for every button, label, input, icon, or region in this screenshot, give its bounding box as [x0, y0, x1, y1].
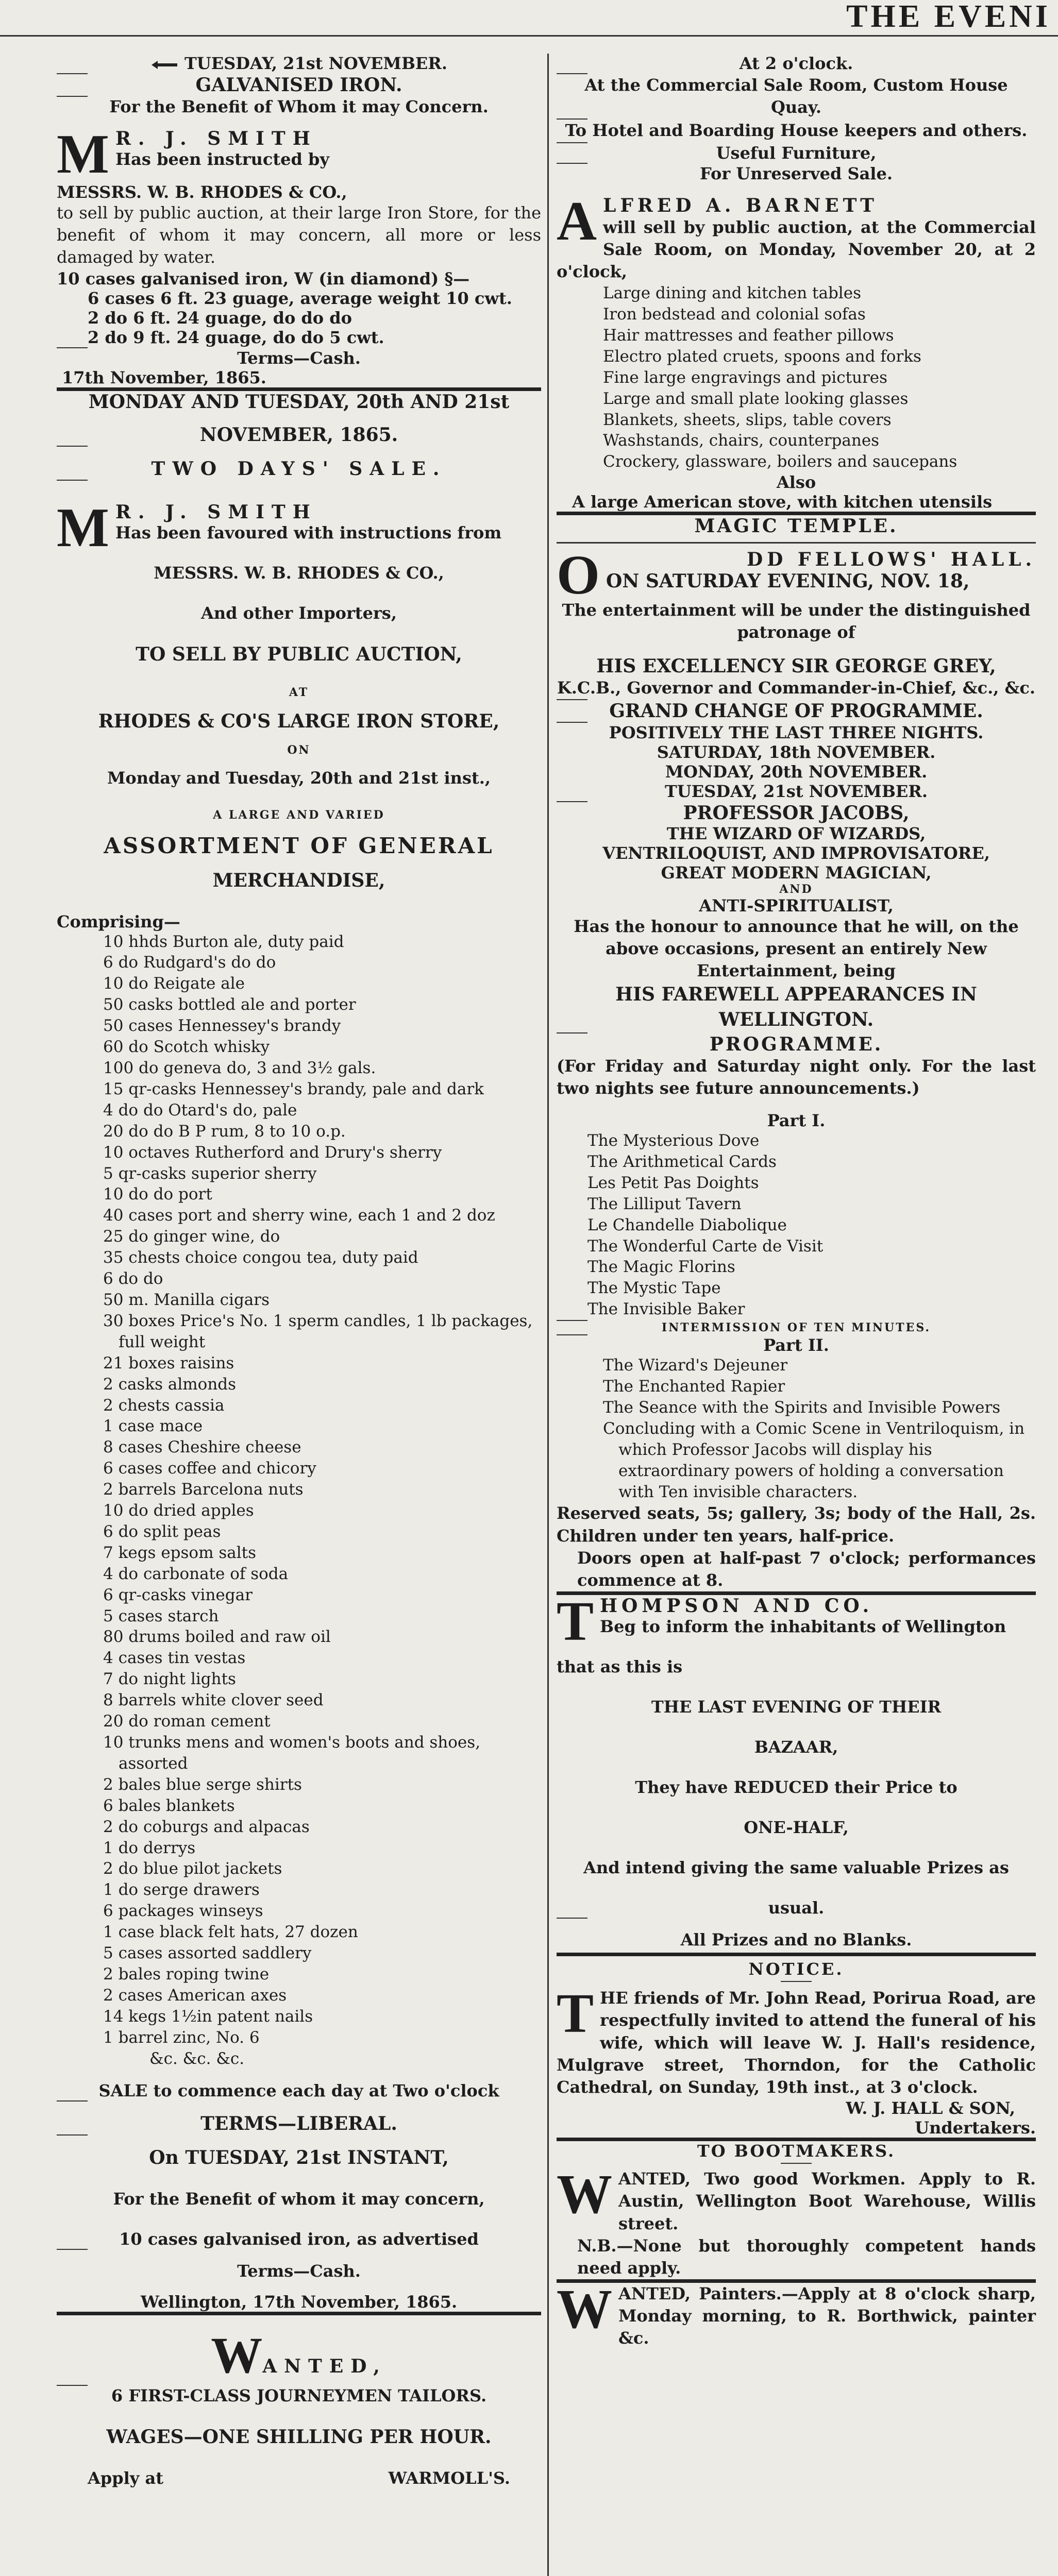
- sell-line: TO SELL BY PUBLIC AUCTION,: [136, 643, 462, 665]
- store-line: RHODES & CO'S LARGE IRON STORE,: [98, 710, 500, 732]
- when-line: Monday and Tuesday, 20th and 21st inst.,: [107, 768, 491, 788]
- nb-line: N.B.—None but thoroughly competent hands need apply.: [577, 2235, 1036, 2278]
- night-line: TUESDAY, 21st NOVEMBER.: [664, 781, 928, 801]
- notice-body: [557, 1983, 1036, 2098]
- wages-line: WAGES—ONE SHILLING PER HOUR.: [106, 2426, 492, 2448]
- list-item: 1 case mace: [103, 1417, 203, 1436]
- program-item: The Wizard's Dejeuner: [603, 1356, 788, 1375]
- ad-date-line: NOVEMBER, 1865.: [199, 423, 398, 446]
- part-title: Part I.: [767, 1110, 826, 1130]
- list-item: 50 casks bottled ale and porter: [103, 995, 356, 1014]
- list-item: 1 barrel zinc, No. 6: [103, 2028, 260, 2047]
- ad-title: MAGIC TEMPLE.: [694, 515, 898, 537]
- program-item: The Arithmetical Cards: [587, 1152, 777, 1171]
- list-item: Electro plated cruets, spoons and forks: [603, 347, 921, 366]
- list-item: 50 cases Hennessey's brandy: [103, 1016, 341, 1036]
- list-item: 15 qr-casks Hennessey's brandy, pale and dark: [103, 1079, 484, 1098]
- ad-bootmakers: [557, 2141, 1036, 2279]
- patronage-line: The entertainment will be under the distinguished patronage of: [562, 600, 1031, 642]
- ad-divider: [557, 1591, 1036, 1595]
- auctioneer-name: R. J. SMITH: [115, 501, 317, 523]
- apply-label: Apply at: [88, 2468, 163, 2488]
- ad-title: TWO DAYS' SALE.: [151, 457, 447, 480]
- ad-title-row: [57, 2326, 541, 2385]
- reserved-line: Reserved seats, 5s; gallery, 3s; body of the Hall, 2s. Children under ten years, half-price.: [557, 1503, 1036, 1546]
- ad-divider: [57, 387, 541, 391]
- favoured-line: Has been favoured with instructions from: [115, 522, 502, 543]
- change-line: GRAND CHANGE OF PROGRAMME.: [609, 700, 983, 722]
- ad-title: GALVANISED IRON.: [195, 74, 402, 96]
- ad-date-line: TUESDAY, 21st NOVEMBER.: [57, 54, 541, 73]
- ad-wanted-tailors: [57, 2326, 541, 2488]
- list-item: 5 cases starch: [103, 1606, 219, 1625]
- prizes-line: All Prizes and no Blanks.: [680, 1930, 912, 1950]
- list-item: &c. &c. &c.: [149, 2049, 245, 2068]
- on-line: ON: [287, 743, 311, 757]
- for-friday-line: (For Friday and Saturday night only. For the last two nights see future announcements.): [557, 1056, 1036, 1098]
- ad-divider: [557, 2279, 1036, 2283]
- list-item: Large and small plate looking glasses: [603, 389, 909, 408]
- list-item: 35 chests choice congou tea, duty paid: [103, 1248, 418, 1267]
- ad-title: NOTICE.: [748, 1959, 844, 1979]
- positively-line: POSITIVELY THE LAST THREE NIGHTS.: [609, 722, 984, 742]
- part-title: Part II.: [763, 1335, 829, 1355]
- anti-line: ANTI-SPIRITUALIST,: [699, 895, 894, 916]
- program-item: The Wonderful Carte de Visit: [587, 1236, 824, 1256]
- doors-line: Doors open at half-past 7 o'clock; performances commence at 8.: [577, 1548, 1036, 1590]
- wanted-line: 6 FIRST-CLASS JOURNEYMEN TAILORS.: [111, 2385, 487, 2405]
- list-item: 10 trunks mens and women's boots and shoes, assorted: [103, 1733, 481, 1773]
- list-item: 10 do do port: [103, 1185, 212, 1204]
- item-list: [57, 931, 541, 2070]
- list-item: 6 bales blankets: [103, 1796, 235, 1815]
- farewell-line: HIS FAREWELL APPEARANCES IN WELLINGTON.: [615, 984, 977, 1030]
- drop-cap: O: [557, 545, 600, 606]
- list-item: 30 boxes Price's No. 1 sperm candles, 1 lb packages, full weight: [103, 1311, 533, 1351]
- ad-body: ANTED, Painters.—Apply at 8 o'clock sharp, Monday morning, to R. Borthwick, painter &c.: [618, 2284, 1036, 2348]
- list-item: 1 do serge drawers: [103, 1880, 260, 1900]
- ad-thompson-bazaar: [557, 1591, 1036, 1950]
- ad-auctioneer-block: [57, 497, 541, 558]
- wizard-line: THE WIZARD OF WIZARDS,: [666, 823, 926, 843]
- role-line: Undertakers.: [915, 2118, 1036, 2138]
- bootmakers-body: [557, 2164, 1036, 2235]
- importers-line: And other Importers,: [201, 603, 397, 623]
- list-item: 6 do do: [103, 1269, 163, 1289]
- item-list: [557, 283, 1036, 472]
- apply-row: [57, 2468, 541, 2488]
- program-list: [557, 1130, 1036, 1320]
- pointing-hand-icon: [150, 59, 178, 71]
- program-item: Concluding with a Comic Scene in Ventriloquism, in which Professor Jacobs will display his extraordinary powers of holding a conversation with Ten invisible characters.: [603, 1419, 1025, 1501]
- programme-title: PROGRAMME.: [709, 1033, 883, 1055]
- ad-dated: Wellington, 17th November, 1865.: [140, 2292, 458, 2312]
- ad-title: TO BOOTMAKERS.: [697, 2141, 896, 2161]
- drop-cap: W: [211, 2326, 263, 2384]
- ad-two-days-sale: [57, 391, 541, 2312]
- ad-painters: [557, 2279, 1036, 2350]
- ad-date-line: MONDAY AND TUESDAY, 20th AND 21st: [88, 391, 510, 413]
- ad-place: At the Commercial Sale Room, Custom House Quay.: [584, 75, 1008, 117]
- drop-cap: W: [557, 2164, 612, 2226]
- ad-galvanised-iron: [57, 54, 541, 387]
- usual-line: usual.: [768, 1898, 825, 1918]
- ad-benefit: For the Benefit of whom it may concern,: [113, 2189, 485, 2209]
- ad-body: will sell by public auction, at the Commercial Sale Room, on Monday, November 20, at 2 o'clock,: [557, 217, 1036, 281]
- ad-to: To Hotel and Boarding House keepers and others.: [565, 121, 1028, 141]
- professor-line: PROFESSOR JACOBS,: [683, 802, 910, 824]
- half-line: ONE-HALF,: [744, 1818, 849, 1838]
- program-item: The Seance with the Spirits and Invisible Powers: [603, 1398, 1001, 1417]
- ad-line: 2 do 6 ft. 24 guage, do do do: [88, 308, 352, 328]
- ad-auctioneer-block: [57, 124, 541, 185]
- beg-line: Beg to inform the inhabitants of Wellington: [600, 1617, 1006, 1637]
- firm-name: MESSRS. W. B. RHODES & CO.,: [154, 563, 444, 583]
- intend-line: And intend giving the same valuable Prizes as: [583, 1858, 1009, 1878]
- program-item: Les Petit Pas Doights: [587, 1173, 759, 1192]
- ad-time: At 2 o'clock.: [739, 54, 853, 73]
- list-item: Washstands, chairs, counterpanes: [603, 431, 880, 450]
- list-item: 40 cases port and sherry wine, each 1 and 2 doz: [103, 1206, 495, 1225]
- program-item: Le Chandelle Diabolique: [587, 1215, 787, 1234]
- that-line: that as this is: [557, 1657, 683, 1677]
- auctioneer-name: LFRED A. BARNETT: [603, 194, 878, 216]
- ventriloquist-line: VENTRILOQUIST, AND IMPROVISATORE,: [602, 843, 990, 863]
- stove-line: A large American stove, with kitchen utensils: [572, 492, 993, 512]
- ad-divider: [557, 512, 1036, 515]
- list-item: 2 do coburgs and alpacas: [103, 1817, 310, 1836]
- ad-dated: 17th November, 1865.: [62, 367, 266, 387]
- merchandise-line: MERCHANDISE,: [212, 869, 385, 891]
- list-item: 6 packages winseys: [103, 1902, 263, 1921]
- list-item: 6 do Rudgard's do do: [103, 953, 276, 972]
- list-item: 1 case black felt hats, 27 dozen: [103, 1923, 358, 1942]
- list-item: 2 bales blue serge shirts: [103, 1775, 302, 1794]
- list-item: Crockery, glassware, boilers and saucepans: [603, 452, 958, 471]
- ad-title: ANTED,: [262, 2355, 387, 2377]
- list-item: Blankets, sheets, slips, table covers: [603, 410, 892, 429]
- list-item: 2 cases American axes: [103, 1986, 287, 2005]
- masthead-rule: [0, 35, 1058, 37]
- list-item: 7 do night lights: [103, 1670, 236, 1689]
- list-item: 100 do geneva do, 3 and 3½ gals.: [103, 1059, 376, 1077]
- list-item: 4 do carbonate of soda: [103, 1564, 289, 1583]
- drop-cap: M: [57, 497, 109, 558]
- list-item: 60 do Scotch whisky: [103, 1038, 270, 1057]
- list-item: 2 bales roping twine: [103, 1964, 270, 1984]
- list-item: 20 do do B P rum, 8 to 10 o.p.: [103, 1122, 346, 1141]
- ad-divider: [57, 2312, 541, 2315]
- sale-time: SALE to commence each day at Two o'clock: [98, 2080, 499, 2100]
- ad-useful-furniture: [557, 54, 1036, 512]
- also-line: Also: [776, 472, 816, 493]
- drop-cap: T: [557, 1983, 594, 2045]
- ad-body: ANTED, Two good Workmen. Apply to R. Austin, Wellington Boot Warehouse, Willis street.: [618, 2169, 1036, 2233]
- reduced-line: They have REDUCED their Price to: [635, 1777, 958, 1798]
- list-item: 8 barrels white clover seed: [103, 1691, 324, 1710]
- ad-terms: Terms—Cash.: [237, 348, 361, 368]
- list-item: 50 m. Manilla cigars: [103, 1290, 270, 1309]
- ad-benefit: For the Benefit of Whom it may Concern.: [109, 97, 489, 116]
- firm-name: MESSRS. W. B. RHODES & CO.,: [57, 182, 347, 202]
- list-item: Hair mattresses and feather pillows: [603, 326, 894, 345]
- at-line: AT: [289, 685, 309, 699]
- kcb-line: K.C.B., Governor and Commander-in-Chief, &c., &c.: [557, 677, 1036, 698]
- ad-magic-temple: [557, 515, 1036, 1591]
- signed-line: W. J. HALL & SON,: [846, 2098, 1015, 2119]
- list-item: 6 do split peas: [103, 1522, 221, 1541]
- program-item: The Enchanted Rapier: [603, 1377, 785, 1396]
- right-column: [557, 54, 1036, 2350]
- ad-reserve: For Unreserved Sale.: [700, 163, 893, 183]
- ad-line: 10 cases galvanised iron, W (in diamond) §—: [57, 268, 470, 289]
- list-item: 4 do do Otard's do, pale: [103, 1100, 297, 1120]
- list-item: 6 cases coffee and chicory: [103, 1459, 316, 1478]
- evening-line: ON SATURDAY EVENING, NOV. 18,: [606, 570, 970, 592]
- terms-liberal: TERMS—LIBERAL.: [200, 2112, 397, 2134]
- drop-cap: T: [557, 1591, 594, 1653]
- ad-divider: [557, 1953, 1036, 1956]
- list-item: 10 hhds Burton ale, duty paid: [103, 932, 344, 951]
- ad-funeral-notice: [557, 1959, 1036, 2138]
- firm-block: [557, 1591, 1036, 1653]
- ad-terms: Terms—Cash.: [237, 2261, 361, 2281]
- drop-cap: A: [557, 190, 597, 252]
- hall-name: DD FELLOWS' HALL.: [746, 549, 1036, 571]
- program-item: The Mystic Tape: [587, 1279, 721, 1298]
- magician-line: GREAT MODERN MAGICIAN,: [661, 862, 932, 883]
- list-item: 8 cases Cheshire cheese: [103, 1438, 301, 1457]
- program-item: The Mysterious Dove: [587, 1131, 760, 1150]
- program-item: The Magic Florins: [587, 1258, 735, 1277]
- list-item: Large dining and kitchen tables: [603, 284, 861, 303]
- apply-where: WARMOLL'S.: [388, 2468, 510, 2488]
- list-item: 10 do Reigate ale: [103, 974, 245, 993]
- drop-cap: W: [557, 2279, 612, 2341]
- night-line: MONDAY, 20th NOVEMBER.: [665, 761, 928, 782]
- ad-divider: [557, 2138, 1036, 2141]
- left-column: [57, 54, 541, 2488]
- masthead-title: THE EVENI: [846, 0, 1051, 33]
- list-item: Fine large engravings and pictures: [603, 368, 888, 387]
- list-item: 2 barrels Barcelona nuts: [103, 1480, 304, 1499]
- varied-line: A LARGE AND VARIED: [213, 808, 385, 822]
- list-item: 2 chests cassia: [103, 1396, 225, 1415]
- drop-cap: M: [57, 124, 109, 185]
- list-item: 4 cases tin vestas: [103, 1649, 246, 1668]
- column-rule: [547, 54, 549, 2576]
- list-item: 6 qr-casks vinegar: [103, 1585, 253, 1604]
- comprising-line: Comprising—: [57, 911, 180, 931]
- night-line: SATURDAY, 18th NOVEMBER.: [657, 742, 936, 762]
- list-item: 2 casks almonds: [103, 1375, 237, 1394]
- program-item: The Lilliput Tavern: [587, 1194, 742, 1213]
- ad-title: Useful Furniture,: [716, 143, 877, 163]
- intermission-line: INTERMISSION OF TEN MINUTES.: [661, 1321, 931, 1335]
- list-item: 10 octaves Rutherford and Drury's sherry: [103, 1143, 442, 1162]
- list-item: 20 do roman cement: [103, 1712, 271, 1731]
- and-line: AND: [779, 882, 813, 896]
- honour-line: Has the honour to announce that he will, on the above occasions, present an entirely New Entertainment, being: [574, 916, 1019, 981]
- on-tuesday: On TUESDAY, 21st INSTANT,: [149, 2146, 449, 2168]
- instructed-by: Has been instructed by: [115, 149, 330, 169]
- list-item: 7 kegs epsom salts: [103, 1543, 256, 1562]
- firm-name: HOMPSON AND CO.: [600, 1595, 874, 1617]
- ad-line: 2 do 9 ft. 24 guage, do do 5 cwt.: [88, 327, 384, 347]
- list-item: 5 cases assorted saddlery: [103, 1944, 312, 1963]
- ad-body: HE friends of Mr. John Read, Porirua Road, are respectfully invited to attend the funeral of his wife, which will leave W. J. Hall's residence, Mulgrave street, Thorndon, for the Catholic Cathedral, on Sunday, 19th inst., at 3 o'clock.: [557, 1988, 1036, 2097]
- hall-block: [557, 545, 1036, 606]
- list-item: Iron bedstead and colonial sofas: [603, 305, 866, 324]
- list-item: 80 drums boiled and raw oil: [103, 1628, 331, 1647]
- list-item: 5 qr-casks superior sherry: [103, 1164, 317, 1183]
- list-item: 21 boxes raisins: [103, 1353, 234, 1372]
- bazaar-line: BAZAAR,: [754, 1737, 838, 1757]
- list-item: 2 do blue pilot jackets: [103, 1859, 282, 1878]
- last-evening-line: THE LAST EVENING OF THEIR: [651, 1697, 942, 1717]
- ad-body: to sell by public auction, at their large Iron Store, for the benefit of whom it may concern, all more or less damaged by water.: [57, 203, 541, 267]
- auctioneer-name: R. J. SMITH: [115, 128, 317, 149]
- program-item: The Invisible Baker: [587, 1300, 745, 1319]
- ad-auctioneer-block: [557, 190, 1036, 283]
- assortment-line: ASSORTMENT OF GENERAL: [104, 833, 494, 858]
- list-item: 10 do dried apples: [103, 1501, 254, 1520]
- list-item: 1 do derrys: [103, 1838, 196, 1857]
- excellency-line: HIS EXCELLENCY SIR GEORGE GREY,: [596, 655, 996, 677]
- list-item: 25 do ginger wine, do: [103, 1227, 280, 1246]
- cases-line: 10 cases galvanised iron, as advertised: [119, 2229, 479, 2249]
- program-list: [557, 1355, 1036, 1502]
- list-item: 14 kegs 1½in patent nails: [103, 2007, 313, 2026]
- ad-line: 6 cases 6 ft. 23 guage, average weight 10 cwt.: [88, 288, 512, 308]
